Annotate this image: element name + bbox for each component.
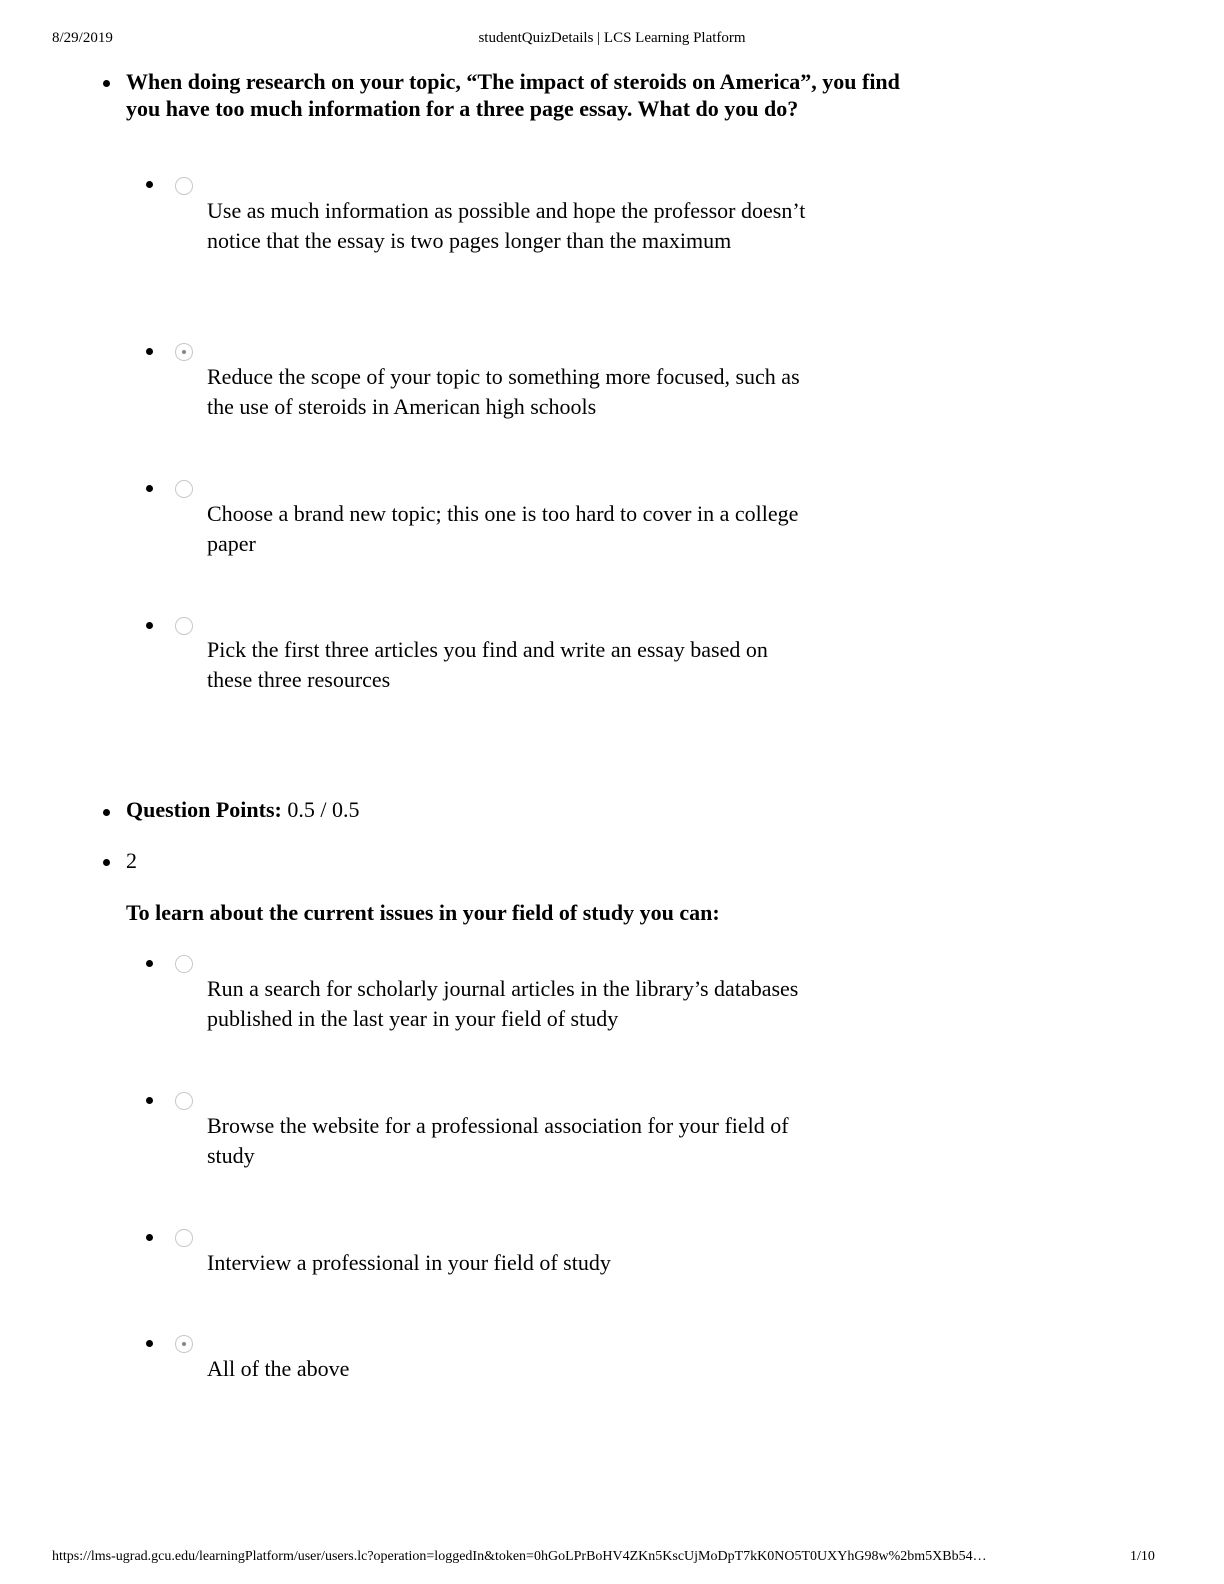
q1-option-2-text: Reduce the scope of your topic to something more focused, such as the use of steroids in American high schools xyxy=(207,364,800,419)
q1-option-1-text: Use as much information as possible and hope the professor doesn’t notice that the essay is two pages longer than the maximum xyxy=(207,198,806,253)
page-title: studentQuizDetails | LCS Learning Platform xyxy=(478,30,746,46)
option-bullet xyxy=(146,1234,153,1241)
q2-option-1-radio[interactable] xyxy=(175,955,193,973)
option-bullet xyxy=(146,1097,153,1104)
q2-option-3-radio[interactable] xyxy=(175,1229,193,1247)
q1-option-4-radio[interactable] xyxy=(175,617,193,635)
page-number: 1/10 xyxy=(1130,1549,1155,1564)
question-points-label: Question Points: xyxy=(126,797,282,822)
q1-option-3-radio[interactable] xyxy=(175,480,193,498)
print-date: 8/29/2019 xyxy=(52,30,113,46)
option-bullet xyxy=(146,622,153,629)
option-bullet xyxy=(146,1340,153,1347)
question-number-bullet xyxy=(103,859,110,866)
q2-option-4-text: All of the above xyxy=(207,1356,350,1381)
points-bullet xyxy=(103,809,110,816)
option-bullet xyxy=(146,348,153,355)
option-bullet xyxy=(146,960,153,967)
question-points xyxy=(126,797,359,823)
q1-option-3-text: Choose a brand new topic; this one is too hard to cover in a college paper xyxy=(207,501,799,556)
q2-option-1-text: Run a search for scholarly journal articles in the library’s databases published in the last year in your field of study xyxy=(207,976,799,1031)
q1-option-4-text: Pick the first three articles you find and write an essay based on these three resources xyxy=(207,637,768,692)
page-url: https://lms-ugrad.gcu.edu/learningPlatform/user/users.lc?operation=loggedIn&token=0hGoLPrBoHV4ZKn5KscUjMoDpT7kK0NO5T0UXYhG98w%2bm5XBb54… xyxy=(52,1549,987,1564)
option-bullet xyxy=(146,485,153,492)
q2-option-4-radio[interactable] xyxy=(175,1335,193,1353)
question-points-value: 0.5 / 0.5 xyxy=(287,797,360,822)
q2-option-2-text: Browse the website for a professional association for your field of study xyxy=(207,1113,789,1168)
q2-option-3-text: Interview a professional in your field of study xyxy=(207,1250,611,1275)
question-2-number: 2 xyxy=(126,848,137,873)
option-bullet xyxy=(146,181,153,188)
question-1-text: When doing research on your topic, “The impact of steroids on America”, you find you have too much information for a three page essay. What do you do? xyxy=(126,69,900,121)
q1-option-1-radio[interactable] xyxy=(175,177,193,195)
question-bullet xyxy=(103,80,110,87)
q2-option-2-radio[interactable] xyxy=(175,1092,193,1110)
question-2-text: To learn about the current issues in your field of study you can: xyxy=(126,900,720,925)
q1-option-2-radio[interactable] xyxy=(175,343,193,361)
